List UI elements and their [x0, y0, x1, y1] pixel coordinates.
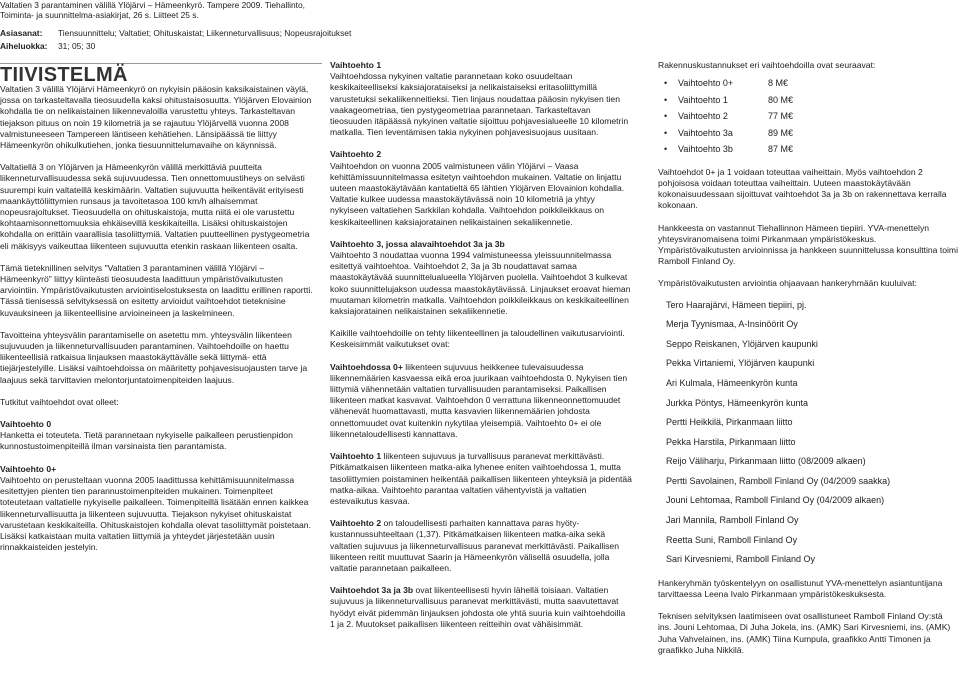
summary-paragraph-3: Tämä tieteknillinen selvitys "Valtatien 3 parantaminen välillä Ylöjärvi – Hämeenkyrö" liittyy kiinteästi tieosuudesta laadittuun ympäristövaikutusten arviointiin. Ympäristövaikutusten arviointiselostuksesta on laadittu erillinen raportti. Tässä tienisessä selvityksessä on esitetty arvioidut vaihtoehdot tieteknisine kuvauksineen ja liikenteellisine arvioineineen ja laskelmineen.: [0, 262, 313, 318]
cost-value: 8 M€: [768, 78, 789, 89]
member-item: Tero Haarajärvi, Hämeen tiepiiri, pj.: [666, 299, 807, 310]
steering-group-intro: Ympäristövaikutusten arviointia ohjaavaan hankeryhmään kuuluivat:: [658, 278, 917, 289]
alt-0plus-text: Vaihtoehto on perusteltaan vuonna 2005 laadittussa kehittämisuunnitelmassa esitettyjen pienten tien parannustoimenpiteiden mukainen. Toimenpiteet toteutetaan valtatielle nykyiselle paikalleen. Toimenpiteillä lisätään ennen kaikkea liikenneturvallisuutta ja liikenteen sujuvuutta. Tiejakson nykyiset ohituskaistat varustetaan keskikaiteilla. Ohituskaistojen kohdalla olevat tasoliittymät poistetaan. Lisäksi katkaistaan muita valtatien liittymiä ja yhteydet järjestetään uusin rinnakkaisteiden jestelyin.: [0, 474, 311, 553]
summary-paragraph-1: Valtatien 3 välillä Ylöjärvi Hämeenkyrö on nykyisin pääosin kaksikaistainen väylä, jossa on tarkasteltavalla tieosuudella kaksi ohitustaisosuutta. Ylöjärven Elovainion kohdalla tie on nelikaistainen liikennevaloilla varustettu yhteys. Tarkasteltavan tiejakson pituus on noin 19 kilometriä ja se rajautuu Ylöjärvellä vuonna 2008 valmistuneeseen Tampereen läntiseen kehätiehen. Länsipäässä tie liittyy Hämeenkyrön ohikulkutiehen, jonka tiesuunnittelumavaihe on käynnissä.: [0, 84, 312, 151]
alt-3-text: Vaihtoehto 3 noudattaa vuonna 1994 valmistuneessa yleissuunnitelmassa esitettyä vaihtoehtoa. Vaihtoehdot 2, 3a ja 3b noudattavat samaa maastokäytävää suunnittelualueella Ylöjärven puolella. Vaihtoehdot 3 kulkevat koko suunnittelujakson uudessa maastokäytävässä. Linjaukset eroavat hieman muutaman kilometrin matkalla. Vaihtoehdon poikkileikkaus on keskikaiteellinen kaksiajoratainen nelikaistainen sekaliikennetie.: [330, 250, 631, 317]
member-item: Pertti Savolainen, Ramboll Finland Oy (04/2009 saakka): [666, 475, 891, 486]
impact-alt-3-text: ovat liikenteellisesti hyvin lähellä toisiaan. Valtatien sujuvuus ja liikenneturvallisuus paranevat merkittävästi, mutta saavutettavat hyödyt eivät pidemmän linjauksen johdosta ole yhtä suuria kuin vaihtoehdoilla 1 ja 2. Muutokset paikallisen liikenteen reitteihin ovat vähäisimmät.: [330, 585, 626, 629]
member-item: Pekka Virtaniemi, Ylöjärven kaupunki: [666, 358, 815, 369]
subjects-value: Tiensuunnittelu; Valtatiet; Ohituskaistat; Liikenneturvallisuus; Nopeusrajoitukset: [58, 28, 352, 38]
impact-alt-2: [330, 518, 632, 574]
member-item: Jouni Lehtomaa, Ramboll Finland Oy (04/2009 alkaen): [666, 495, 885, 506]
bullet-icon: •: [664, 94, 668, 105]
impact-alt-1-lead: Vaihtoehto 1: [330, 451, 382, 462]
costs-intro: Rakennuskustannukset eri vaihtoehdoilla ovat seuraavat:: [658, 60, 876, 70]
bullet-icon: •: [664, 127, 668, 138]
alt-3-heading: Vaihtoehto 3, jossa alavaihtoehdot 3a ja 3b: [330, 238, 505, 249]
bullet-icon: •: [664, 144, 668, 155]
alt-0-text: Hanketta ei toteuteta. Tietä parannetaan nykyiselle paikalleen perustienpidon kunnostustoimenpiteillä ilman varsinaista tien parantamista.: [0, 430, 293, 452]
member-item: Reijo Väliharju, Pirkanmaan liitto (08/2009 alkaen): [666, 456, 866, 467]
member-item: Pertti Heikkilä, Pirkanmaan liitto: [666, 417, 793, 428]
cost-name: Vaihtoehto 2: [678, 111, 728, 122]
cost-item: [658, 108, 958, 125]
column-3: [658, 60, 958, 667]
impact-alt-0plus: [330, 362, 632, 440]
bullet-icon: •: [664, 78, 668, 89]
impact-alt-1-text: liikenteen sujuvuus ja turvallisuus paranevat merkittävästi. Pitkämatkaisen liikenteen matka-aika lyhenee eniten vaihtoehdossa 1, mutta tasoliittymien poistaminen heikentää paikallisen liikenteen yhteyksiä ja pidentää matka-aikaa. Vaihtoehto parantaa valtatien vähentyvistä ja valtatien estevaikutus kasvaa.: [330, 451, 632, 506]
authors-paragraph: Teknisen selvityksen laatimiseen ovat osallistuneet Ramboll Finland Oy:stä ins. Jouni Lehtomaa, Di Juha Jokela, ins. (AMK) Sari Kirvesniemi, ins. (AMK) Juha Vahvelainen, ins. (AMK) Tiina Kumpula, graafikko Antti Timonen ja graafikko Juha Nikkilä.: [658, 611, 951, 655]
source-line-2: Toiminta- ja suunnittelma-asiakirjat, 26 s. Liitteet 25 s.: [0, 10, 199, 20]
impacts-intro: Kaikille vaihtoehdoille on tehty liikenteellinen ja taloudellinen vaikutusarviointi. Keskeisimmät vaikutukset ovat:: [330, 328, 625, 350]
alt-2-text: Vaihtoehdon on vuonna 2005 valmistuneen välin Ylöjärvi – Vaasa kehittämissuunnitelmassa esitetyn vaihtoehdon mukainen. Valtatie on linjattu uuteen maastokäytävään kantatieltä 65 lähtien Ylöjärven Elovainion kohdalla. Valtatie kulkee uudessa maastokäytävässä noin 10 kilometriä ja yhtyy nykyiseen valtatiehen Sarkkilan kohdalla. Vaihtoehdon poikkileikkaus on keskikaiteellinen kaksiajoratainen nelikaistainen sekaliikennetie.: [330, 160, 625, 227]
cost-value: 80 M€: [768, 94, 794, 105]
member-item: Seppo Reiskanen, Ylöjärven kaupunki: [666, 338, 818, 349]
source-line-1: Valtatien 3 parantaminen välillä Ylöjärvi – Hämeenkyrö. Tampere 2009. Tiehallinto,: [0, 0, 305, 10]
impact-alt-1: [330, 451, 632, 507]
summary-paragraph-4: Tavoitteina yhteysvälin parantamiselle on asetettu mm. yhteysvälin liikenteen sujuvuuden ja liikenneturvallisuuden parantaminen. Vaihtoehdoille on haettu liikenteellisiä ratkaisua linjauksen maastokäyttävälle sekä liittymä- että tiejärjestelyille. Lisäksi vaihtoehdoissa on määritetty pohjavesisuojausten tarve ja laajuus sekä tarvittavien melontorjuntatoimenpiteiden laajuus.: [0, 329, 308, 385]
cost-name: Vaihtoehto 0+: [678, 78, 734, 89]
cost-value: 77 M€: [768, 111, 794, 122]
impact-alt-3: [330, 585, 632, 630]
member-item: Pekka Harstila, Pirkanmaan liitto: [666, 436, 796, 447]
subjects-label: Asiasanat:: [0, 28, 43, 38]
cost-name: Vaihtoehto 1: [678, 94, 728, 105]
alternatives-intro: Tutkitut vaihtoehdot ovat olleet:: [0, 396, 119, 407]
category-value: 31; 05; 30: [58, 41, 96, 52]
bullet-icon: •: [664, 111, 668, 122]
alt-1-text: Vaihtoehdossa nykyinen valtatie parannetaan koko osuudeltaan keskikaiteelliseksi kaksiajorataiseksi ja nelikaistaiseksi eritasoliittymillä varustetuksi sekaliikenneitieksi. Tien linjaus noudattaa pääosin nykyisen tien vaakageometriaa, tien pystygeometriaa parannetaan. Tarkasteltavan tieosuuden itäpäässä nykyinen valtatie sijoittuu pohjavesialueelle 10 kilometrin matkalla. Tien leventämisen takia nykyinen pohjavesisuojaus uusitaan.: [330, 71, 629, 138]
member-item: Reetta Suni, Ramboll Finland Oy: [666, 534, 798, 545]
project-paragraph: Hankkeesta on vastannut Tiehallinnon Hämeen tiepiiri. YVA-menettelyn yhteysviranomaisena toimi Pirkanmaan ympäristökeskus. Ympäristövaikutusten arvioinnissa ja hankkeen suunnittelussa konsulttina toimi Ramboll Finland Oy.: [658, 222, 958, 267]
cost-value: 89 M€: [768, 127, 794, 138]
impact-alt-0plus-text: liikenteen sujuvuus heikkenee tulevaisuudessa liikennemäärien kasvaessa eikä eroa juurikaan vaihtoehdosta 0. Nykyisen tien liittymiä vähennetään valtatien turvallisuuden parantamiseksi. Paikallisen liikenteen matkat kasvavat. Vaihtoehdon 0 verrattuna liikenneonnettomuudet vähenevät huomattavasti, mutta kasvavien liikennemäärien johdosta onnettomuudet ovat kuitenkin nykytilaa yleisempiä. Vaihtoehto 0+ ei ole liikennetaloudellisesti kannattava.: [330, 361, 628, 439]
summary-paragraph-2: Valtatiellä 3 on Ylöjärven ja Hämeenkyrön välillä merkittäviä puutteita liikenneturvallisuudessa sekä sujuvuudessa. Tien onnettomuustiheys on selvästi suurempi kuin valtateillä keskimäärin. Valtatien sujuvuutta heikentävät erityisesti maankäyttöliittymien runsaus ja tavoitetasoa 100 km/h alhaisemmat nopeusrajoitukset. Tieosuudella on ohituskaistoja, mutta niitä ei ole varustettu kohtaamisonnettomuuksia ehkäisevillä keskikaiteilla. Lisäksi ohituskaistojen kohdalla on erittäin vaarallisia tasoliittymiä. Valtatien puutteellinen pystygeometria eli mäkisyys vaikeuttaa liikenteen sujuvuutta etenkin raskaan liikenteen osalta.: [0, 162, 310, 251]
cost-name: Vaihtoehto 3b: [678, 144, 733, 155]
cost-item: [658, 141, 958, 158]
column-2: [330, 60, 632, 641]
alt-1-heading: Vaihtoehto 1: [330, 60, 382, 70]
implementation-paragraph: Vaihtoehdot 0+ ja 1 voidaan toteuttaa vaiheittain. Myös vaihtoehdon 2 pohjoisosa voidaan toteuttaa vaiheittain. Uuteen maastokäytävään kokonaisuudessaan sijoittuvat vaihtoehdot 3a ja 3b on rakennettava kerralla kokonaan.: [658, 166, 947, 211]
impact-alt-2-text: on taloudellisesti parhaiten kannattava paras hyöty-kustannussuhteeltaan (1,37). Pitkämatkaisen liikenteen matka-aika sekä valtatien sujuvuus ja liikenneturvallisuus paranevat merkittävästi. Paikallisen liikenteen reitit muuttuvat Saarin ja Hämeenkyrön välisellä osuudella, jolla valtatie parannetaan paikalleen.: [330, 518, 619, 573]
cost-item: [658, 125, 958, 142]
impact-alt-0plus-lead: Vaihtoehdossa 0+: [330, 361, 403, 372]
page-title: TIIVISTELMÄ: [0, 64, 128, 86]
alt-0plus-heading: Vaihtoehto 0+: [0, 463, 57, 474]
category-label: Aiheluokka:: [0, 41, 48, 52]
subjects-row: [0, 28, 351, 52]
impact-alt-3-lead: Vaihtoehdot 3a ja 3b: [330, 585, 414, 596]
source-reference: [0, 0, 320, 20]
alt-0-heading: Vaihtoehto 0: [0, 419, 52, 430]
costs-list: [658, 75, 958, 158]
cost-item: [658, 75, 958, 92]
impact-alt-2-lead: Vaihtoehto 2: [330, 518, 382, 529]
column-1: [0, 84, 318, 564]
cost-item: [658, 92, 958, 109]
cost-value: 87 M€: [768, 144, 794, 155]
alt-2-heading: Vaihtoehto 2: [330, 149, 382, 160]
member-item: Merja Tyynismaa, A-Insinöörit Oy: [666, 319, 798, 330]
member-item: Jari Mannila, Ramboll Finland Oy: [666, 515, 799, 526]
expert-paragraph: Hankeryhmän työskentelyyn on osallistunut YVA-menettelyn asiantuntijana tarvittaessa Leena Ivalo Pirkanmaan ympäristökeskuksesta.: [658, 577, 943, 600]
member-item: Ari Kulmala, Hämeenkyrön kunta: [666, 377, 798, 388]
member-item: Sari Kirvesniemi, Ramboll Finland Oy: [666, 554, 816, 565]
member-item: Jurkka Pöntys, Hämeenkyrön kunta: [666, 397, 809, 408]
cost-name: Vaihtoehto 3a: [678, 127, 733, 138]
steering-group-list: [658, 296, 958, 570]
